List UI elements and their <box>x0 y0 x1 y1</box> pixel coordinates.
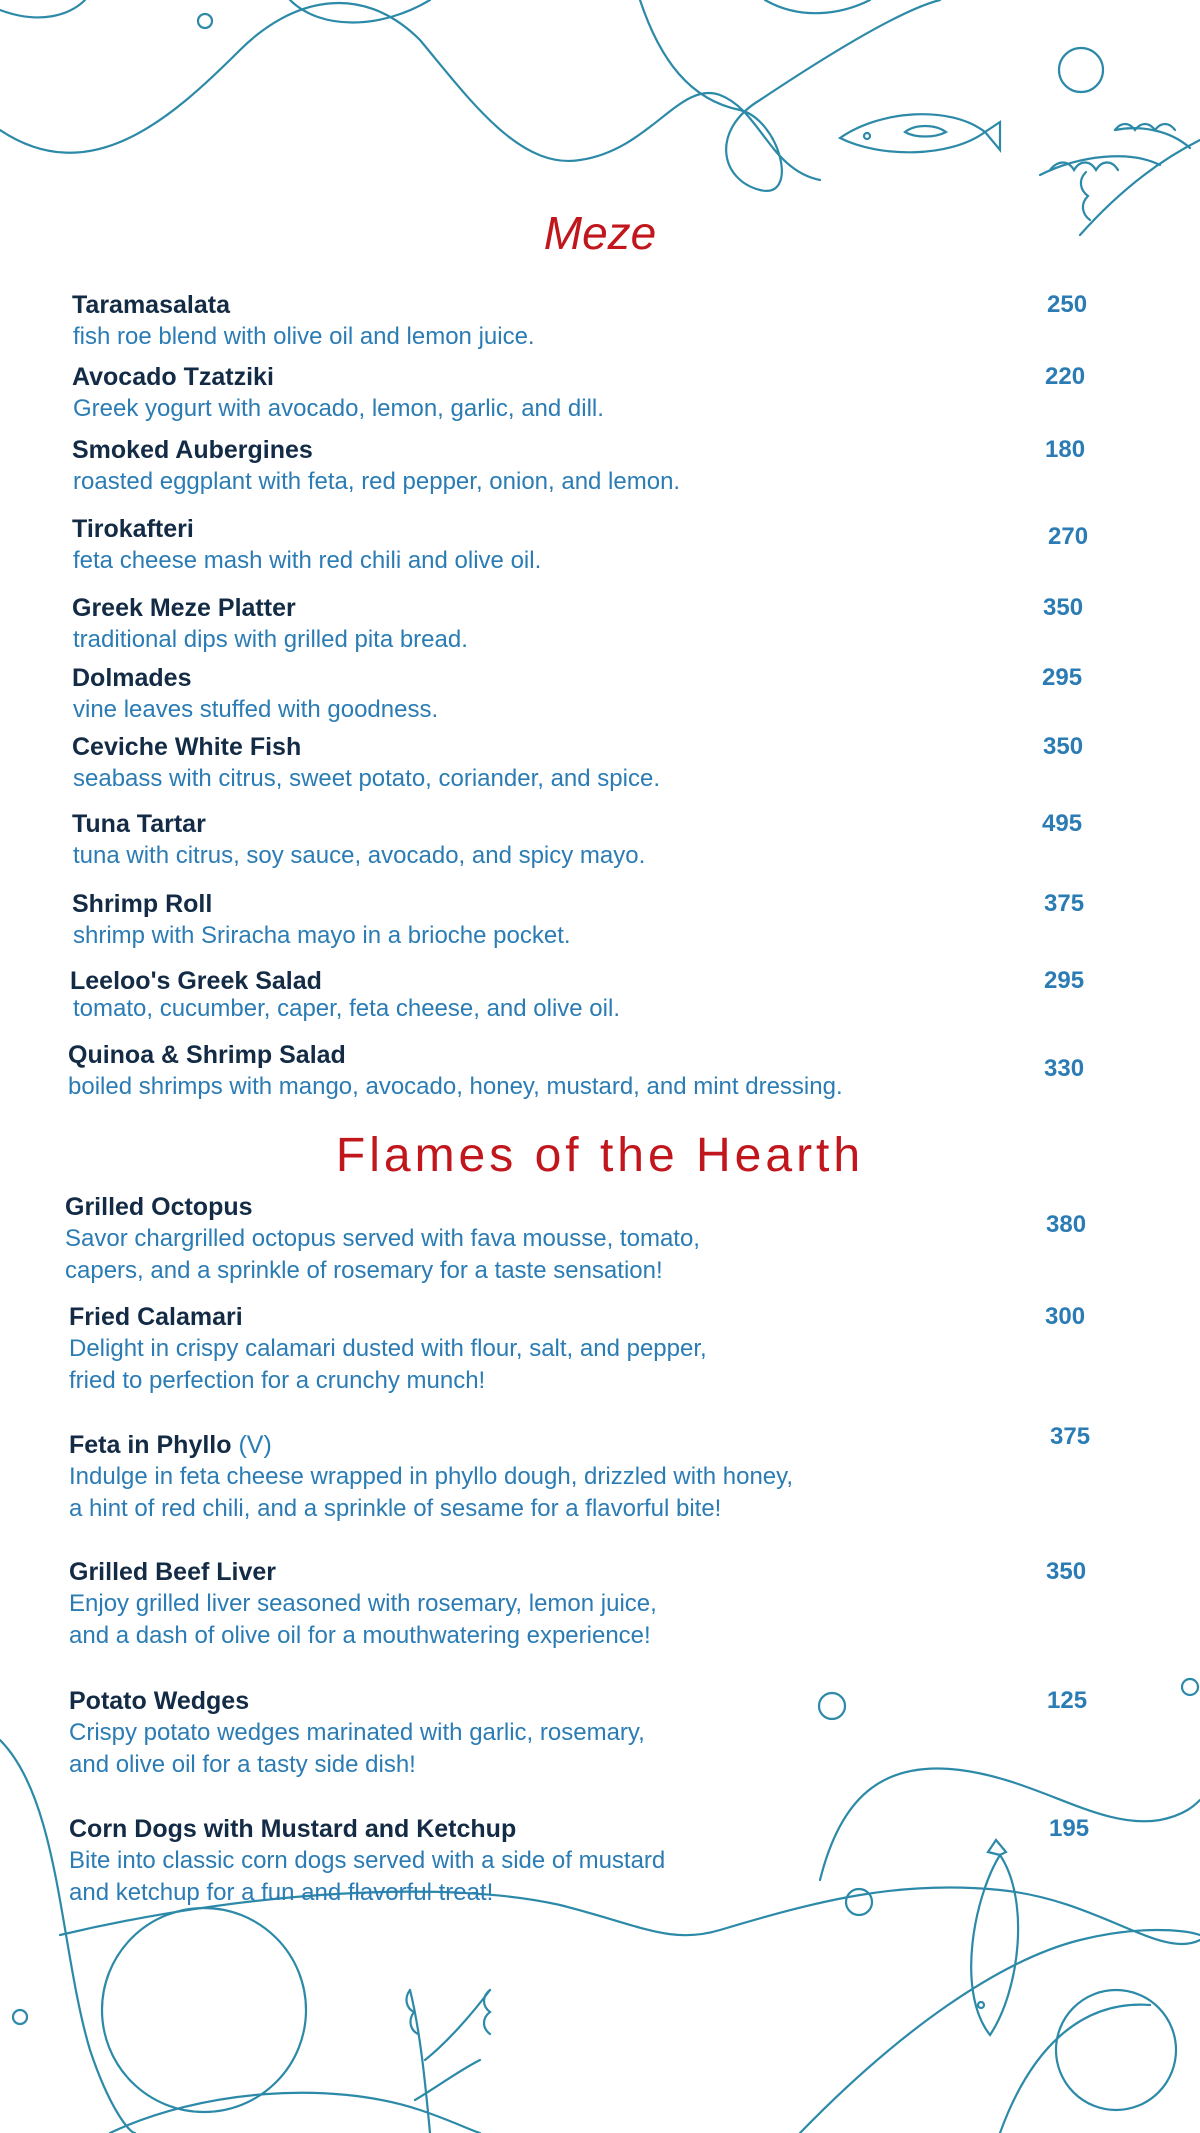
menu-item-name-text: Smoked Aubergines <box>72 436 313 464</box>
menu-item-description: tomato, cucumber, caper, feta cheese, and olive oil. <box>73 995 620 1022</box>
menu-item-price: 220 <box>1045 363 1086 390</box>
menu-item-name-text: Ceviche White Fish <box>72 733 302 761</box>
section-title-meze: Meze <box>543 207 657 259</box>
bubble-icon <box>1056 1990 1176 2110</box>
menu-item-price: 250 <box>1047 291 1088 318</box>
bubble-icon <box>1182 1679 1198 1695</box>
bubble-icon <box>198 14 212 28</box>
menu-item-name <box>72 810 206 839</box>
bubble-icon <box>1059 48 1103 92</box>
menu-item-name-text: Taramasalata <box>72 291 230 319</box>
menu-item-name <box>72 436 313 465</box>
menu-item-description: Greek yogurt with avocado, lemon, garlic, and dill. <box>73 395 604 422</box>
menu-item-name <box>72 515 194 544</box>
menu-item-price: 295 <box>1044 967 1085 994</box>
menu-item-name <box>69 1303 243 1332</box>
menu-item-description: tuna with citrus, soy sauce, avocado, and spicy mayo. <box>73 842 646 869</box>
menu-item-description: Crispy potato wedges marinated with garlic, rosemary, and olive oil for a tasty side dish! <box>69 1719 645 1778</box>
menu-item-description: Indulge in feta cheese wrapped in phyllo dough, drizzled with honey, a hint of red chili, and a sprinkle of sesame for a flavorful bite! <box>69 1463 794 1522</box>
menu-item-name <box>72 594 296 623</box>
menu-item-name <box>72 291 230 320</box>
menu-item-description: Enjoy grilled liver seasoned with rosemary, lemon juice, and a dash of olive oil for a mouthwatering experience! <box>69 1590 657 1649</box>
menu-item-price: 350 <box>1043 733 1084 760</box>
section-title-hearth: Flames of the Hearth <box>335 1129 865 1182</box>
menu-item-name <box>72 664 191 693</box>
menu-item-description: Delight in crispy calamari dusted with flour, salt, and pepper, fried to perfection for a crunchy munch! <box>69 1335 707 1394</box>
menu-item-description: shrimp with Sriracha mayo in a brioche pocket. <box>73 922 571 949</box>
menu-item-name-text: Dolmades <box>72 664 192 692</box>
menu-item-name-text: Potato Wedges <box>69 1687 250 1715</box>
menu-item-name-text: Corn Dogs with Mustard and Ketchup <box>69 1815 517 1843</box>
menu-item-name-text: Quinoa & Shrimp Salad <box>68 1041 346 1069</box>
menu-item-description: Savor chargrilled octopus served with fava mousse, tomato, capers, and a sprinkle of rosemary for a taste sensation! <box>65 1225 700 1284</box>
menu-item-price: 350 <box>1043 594 1084 621</box>
menu-item-name-text: Grilled Octopus <box>65 1193 253 1221</box>
menu-item-description: Bite into classic corn dogs served with a side of mustard and ketchup for a fun and flavorful treat! <box>69 1847 666 1906</box>
menu-item-name <box>65 1193 253 1222</box>
menu-item-name-text: Feta in Phyllo <box>69 1431 232 1459</box>
menu-item-name-text: Avocado Tzatziki <box>72 363 274 391</box>
menu-item-price: 330 <box>1044 1055 1085 1082</box>
menu-item-description: feta cheese mash with red chili and olive oil. <box>73 547 542 574</box>
seaweed-icon <box>407 1990 490 2133</box>
menu-item-name-text: Shrimp Roll <box>72 890 213 918</box>
menu-item-price: 270 <box>1048 523 1089 550</box>
vegetarian-tag: (V) <box>238 1431 272 1459</box>
menu-item-description: fish roe blend with olive oil and lemon juice. <box>73 323 535 350</box>
menu-item-price: 300 <box>1045 1303 1086 1330</box>
menu-item-name <box>69 1687 249 1716</box>
menu-item-name-text: Grilled Beef Liver <box>69 1558 277 1586</box>
menu-item-description: boiled shrimps with mango, avocado, honey, mustard, and mint dressing. <box>68 1073 843 1100</box>
bubble-icon <box>819 1693 845 1719</box>
menu-item-name <box>72 363 274 392</box>
menu-item-name <box>69 1558 276 1587</box>
menu-item-name-text: Fried Calamari <box>69 1303 243 1331</box>
menu-item-price: 195 <box>1049 1815 1090 1842</box>
menu-item-price: 375 <box>1050 1423 1091 1450</box>
menu-item-price: 380 <box>1046 1211 1087 1238</box>
menu-item-name-text: Greek Meze Platter <box>72 594 296 622</box>
menu-item-name-text: Tirokafteri <box>72 515 194 543</box>
menu-item-price: 495 <box>1042 810 1083 837</box>
menu-item-price: 295 <box>1042 664 1083 691</box>
menu-item-name <box>68 1041 346 1070</box>
menu-item-description: vine leaves stuffed with goodness. <box>73 696 439 723</box>
menu-item-description: roasted eggplant with feta, red pepper, onion, and lemon. <box>73 468 681 495</box>
menu-item-name <box>69 1431 272 1460</box>
menu-item-price: 375 <box>1044 890 1085 917</box>
menu-item-name <box>72 733 301 762</box>
bubble-icon <box>846 1889 872 1915</box>
menu-item-name <box>72 890 212 919</box>
menu-item-name <box>69 1815 516 1844</box>
menu-item-name-text: Tuna Tartar <box>72 810 206 838</box>
menu-item-price: 180 <box>1045 436 1086 463</box>
menu-item-description: seabass with citrus, sweet potato, coriander, and spice. <box>73 765 660 792</box>
menu-item-description: traditional dips with grilled pita bread. <box>73 626 468 653</box>
fish-icon <box>840 114 1000 152</box>
menu-item-name-text: Leeloo's Greek Salad <box>70 967 322 995</box>
menu-item-price: 125 <box>1047 1687 1088 1714</box>
bubble-icon <box>13 2010 27 2024</box>
menu-item-name <box>70 967 322 996</box>
bubble-icon <box>102 1908 306 2112</box>
menu-item-price: 350 <box>1046 1558 1087 1585</box>
fish-icon <box>971 1840 1018 2035</box>
